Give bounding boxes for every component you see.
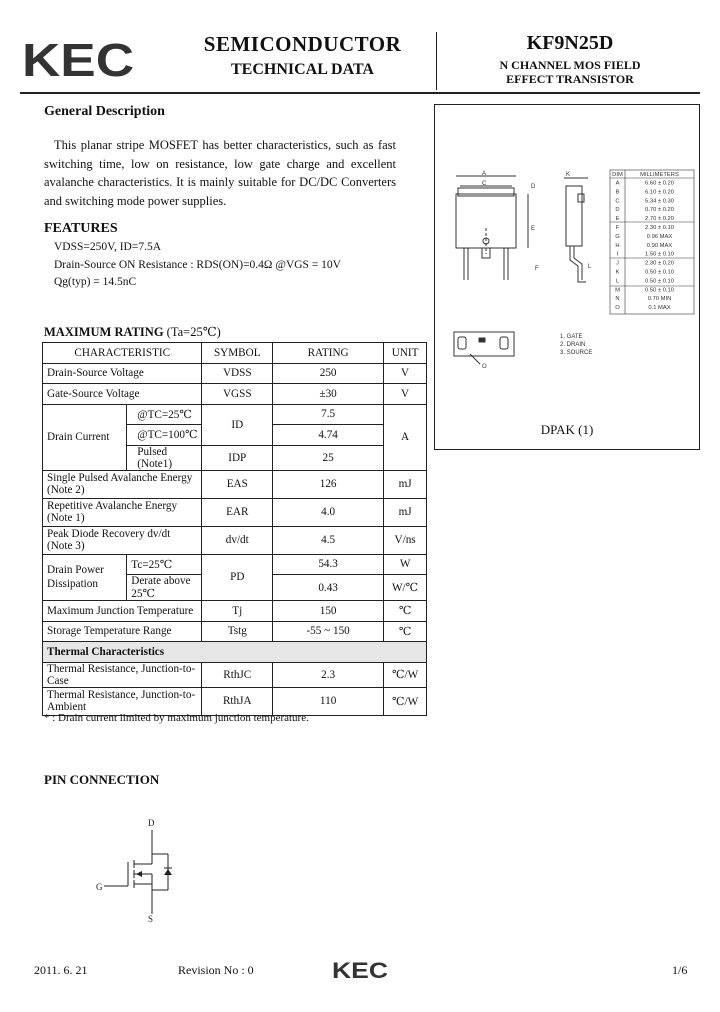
cell-rating: 25 [273, 445, 384, 470]
pin-label: 2. DRAIN [560, 342, 586, 348]
cell-rating: 4.0 [273, 498, 384, 526]
technical-data-subtitle: TECHNICAL DATA [231, 61, 374, 78]
cell-sym: PD [202, 554, 273, 601]
general-description-heading: General Description [44, 104, 165, 119]
dim-header: DIM [612, 172, 623, 178]
table-row [43, 687, 427, 715]
footer-revision: Revision No : 0 [178, 963, 254, 977]
max-rating-table [42, 342, 427, 716]
desc-line: avalanche characteristics. It is mainly suitable for DC/DC Converters [44, 175, 396, 189]
dim-row-value: 2.70 ± 0.20 [645, 216, 674, 223]
dim-row-value: 0.1 MAX [648, 305, 671, 312]
table-row [43, 621, 427, 642]
package-top-view [456, 176, 528, 280]
cell-char: Peak Diode Recovery dv/dt (Note 3) [43, 526, 202, 554]
dim-row-value: 0.96 MAX [646, 233, 673, 240]
cell-char: Drain-Source Voltage [43, 363, 202, 384]
table-row [43, 384, 427, 405]
cell-cond: Pulsed (Note1) [127, 445, 202, 470]
package-name: DPAK (1) [540, 422, 594, 437]
dim-label-f: F [535, 266, 539, 272]
header-rule [20, 92, 700, 94]
cell-char: Gate-Source Voltage [43, 384, 202, 405]
table-row [43, 662, 427, 687]
cell-unit: W/℃ [384, 575, 427, 601]
pin-label: 3. SOURCE [560, 350, 593, 356]
dim-row-value: 0.50 ± 0.10 [645, 287, 674, 294]
thermal-heading-row [43, 642, 427, 663]
dim-row-value: 5.34 ± 0.30 [645, 198, 674, 205]
cell-unit: mJ [384, 470, 427, 498]
desc-line: switching time, low on resistance, low gate charge and excellent [44, 156, 396, 171]
pin-s-label: S [148, 914, 154, 922]
cell-sym: VGSS [202, 384, 273, 405]
cell-char: Single Pulsed Avalanche Energy (Note 2) [43, 470, 202, 498]
dim-row-letter: K [615, 269, 620, 276]
dim-row-value: 0.70 MIN [647, 296, 672, 303]
dim-label-c: C [482, 181, 487, 187]
dim-row-value: 6.10 ± 0.20 [645, 189, 674, 196]
cell-unit: ℃ [384, 621, 427, 642]
footer-logo-text: KEC [332, 960, 388, 980]
features-heading: FEATURES [44, 221, 118, 236]
dim-row-value: 0.50 ± 0.10 [645, 269, 674, 276]
table-row [43, 554, 427, 575]
cell-unit: V [384, 384, 427, 405]
desc-line: and switching mode power supplies. [44, 193, 227, 208]
semiconductor-title: SEMICONDUCTOR [203, 32, 402, 56]
dim-row-letter: G [615, 233, 620, 240]
feature-item: Drain-Source ON Resistance : RDS(ON)=0.4Ω @VGS = 10V [54, 259, 341, 271]
desc-line: This planar stripe MOSFET has better characteristics, such as fast [54, 138, 396, 152]
cell-unit: V [384, 363, 427, 384]
dim-row-letter: M [615, 287, 620, 294]
dim-row-letter: I [616, 251, 619, 258]
cell-char: Drain Current [43, 404, 127, 470]
table-row [43, 404, 427, 425]
dim-row-value: 6.60 ± 0.20 [645, 180, 674, 187]
cell-rating: 4.74 [273, 425, 384, 446]
cell-rating: 126 [273, 470, 384, 498]
package-drawing [438, 168, 696, 378]
device-type-line1: N CHANNEL MOS FIELD [499, 58, 641, 72]
dim-row-letter: L [615, 278, 620, 285]
cell-char: Maximum Junction Temperature [43, 601, 202, 622]
dim-row-letter: A [615, 180, 620, 187]
cell-unit: V/ns [384, 526, 427, 554]
cell-sym: Tj [202, 601, 273, 622]
footer-date: 2011. 6. 21 [34, 963, 88, 977]
cell-rating: 54.3 [273, 554, 384, 575]
pin-g-label: G [96, 882, 103, 892]
dim-row-letter: B [615, 189, 620, 196]
table-row [43, 601, 427, 622]
table-row [43, 526, 427, 554]
mosfet-symbol [90, 812, 200, 922]
dim-row-value: 1.50 ± 0.10 [645, 251, 674, 258]
feature-item: VDSS=250V, ID=7.5A [54, 241, 162, 253]
cell-cond: @TC=25℃ [127, 404, 202, 425]
dim-row-letter: J [616, 260, 619, 267]
cell-sym: ID [202, 404, 273, 445]
part-number: KF9N25D [526, 32, 614, 54]
pin-label: 1. GATE [560, 334, 583, 340]
cell-sym: IDP [202, 445, 273, 470]
max-rating-heading [44, 324, 221, 340]
cell-sym: RthJA [202, 687, 273, 715]
package-side-view [564, 178, 588, 282]
table-row [43, 470, 427, 498]
dim-label-a: A [482, 171, 487, 177]
dim-header: MILLIMETERS [640, 172, 679, 178]
cell-sym: RthJC [202, 662, 273, 687]
cell-unit: A [384, 404, 427, 470]
dim-row-value: 0.70 ± 0.20 [645, 207, 674, 214]
cell-char: Drain Power Dissipation [43, 554, 127, 601]
cell-rating: 7.5 [273, 404, 384, 425]
cell-rating: 4.5 [273, 526, 384, 554]
dim-label-e: E [531, 226, 536, 232]
dim-row-letter: D [615, 207, 620, 214]
dim-row-letter: C [615, 198, 620, 205]
table-header-row [43, 343, 427, 364]
header-divider [436, 32, 437, 90]
dimension-rows [612, 172, 679, 311]
col-symbol: SYMBOL [202, 343, 273, 364]
kec-logo-text: KEC [22, 38, 134, 80]
cell-char: Storage Temperature Range [43, 621, 202, 642]
dim-row-letter: E [615, 216, 620, 223]
cell-rating: ±30 [273, 384, 384, 405]
cell-rating: 250 [273, 363, 384, 384]
cell-unit: ℃/W [384, 687, 427, 715]
cell-sym: Tstg [202, 621, 273, 642]
col-characteristic: CHARACTERISTIC [43, 343, 202, 364]
kec-logo [22, 38, 134, 80]
dim-row-letter: F [615, 225, 620, 231]
cell-sym: EAR [202, 498, 273, 526]
footer-kec-logo [332, 960, 388, 980]
col-unit: UNIT [384, 343, 427, 364]
cell-char: Thermal Resistance, Junction-to-Case [43, 662, 202, 687]
dim-label-k: K [566, 172, 571, 178]
dim-label-o: O [482, 364, 487, 370]
cell-sym: dv/dt [202, 526, 273, 554]
general-description-text [44, 136, 396, 210]
cell-rating: 0.43 [273, 575, 384, 601]
package-pad-view [454, 332, 514, 364]
cell-char: Repetitive Avalanche Energy (Note 1) [43, 498, 202, 526]
device-type-line2: EFFECT TRANSISTOR [506, 72, 634, 86]
cell-unit: W [384, 554, 427, 575]
cell-sym: EAS [202, 470, 273, 498]
dim-row-value: 0.50 ± 0.10 [645, 278, 674, 285]
max-rating-condition: (Ta=25℃) [166, 325, 221, 339]
dim-row-letter: N [615, 296, 620, 303]
footer-page: 1/6 [672, 963, 688, 977]
thermal-heading: Thermal Characteristics [43, 642, 427, 663]
table-row [43, 363, 427, 384]
pin-d-label: D [148, 818, 155, 828]
dim-row-value: 2.30 ± 0.20 [645, 260, 674, 267]
pin-connection-heading: PIN CONNECTION [44, 772, 160, 787]
cell-unit: ℃/W [384, 662, 427, 687]
feature-item: Qg(typ) = 14.5nC [54, 276, 137, 288]
cell-rating: 150 [273, 601, 384, 622]
cell-cond: Tc=25℃ [127, 554, 202, 575]
dim-label-d: D [531, 184, 536, 190]
cell-sym: VDSS [202, 363, 273, 384]
cell-rating: -55 ~ 150 [273, 621, 384, 642]
cell-char: Thermal Resistance, Junction-to-Ambient [43, 687, 202, 715]
cell-rating: 110 [273, 687, 384, 715]
dim-row-letter: O [615, 305, 620, 312]
dim-row-value: 2.30 ± 0.10 [645, 225, 674, 231]
cell-cond: @TC=100℃ [127, 425, 202, 446]
dim-label-l: L [588, 264, 592, 270]
cell-unit: mJ [384, 498, 427, 526]
footnote: * : Drain current limited by maximum junction temperature. [44, 712, 309, 724]
col-rating: RATING [273, 343, 384, 364]
cell-rating: 2.3 [273, 662, 384, 687]
dim-row-letter: H [615, 242, 620, 249]
cell-unit: ℃ [384, 601, 427, 622]
table-row [43, 498, 427, 526]
cell-cond: Derate above 25℃ [127, 575, 202, 601]
max-rating-title: MAXIMUM RATING [44, 325, 164, 339]
dim-row-value: 0.90 MAX [646, 242, 673, 249]
